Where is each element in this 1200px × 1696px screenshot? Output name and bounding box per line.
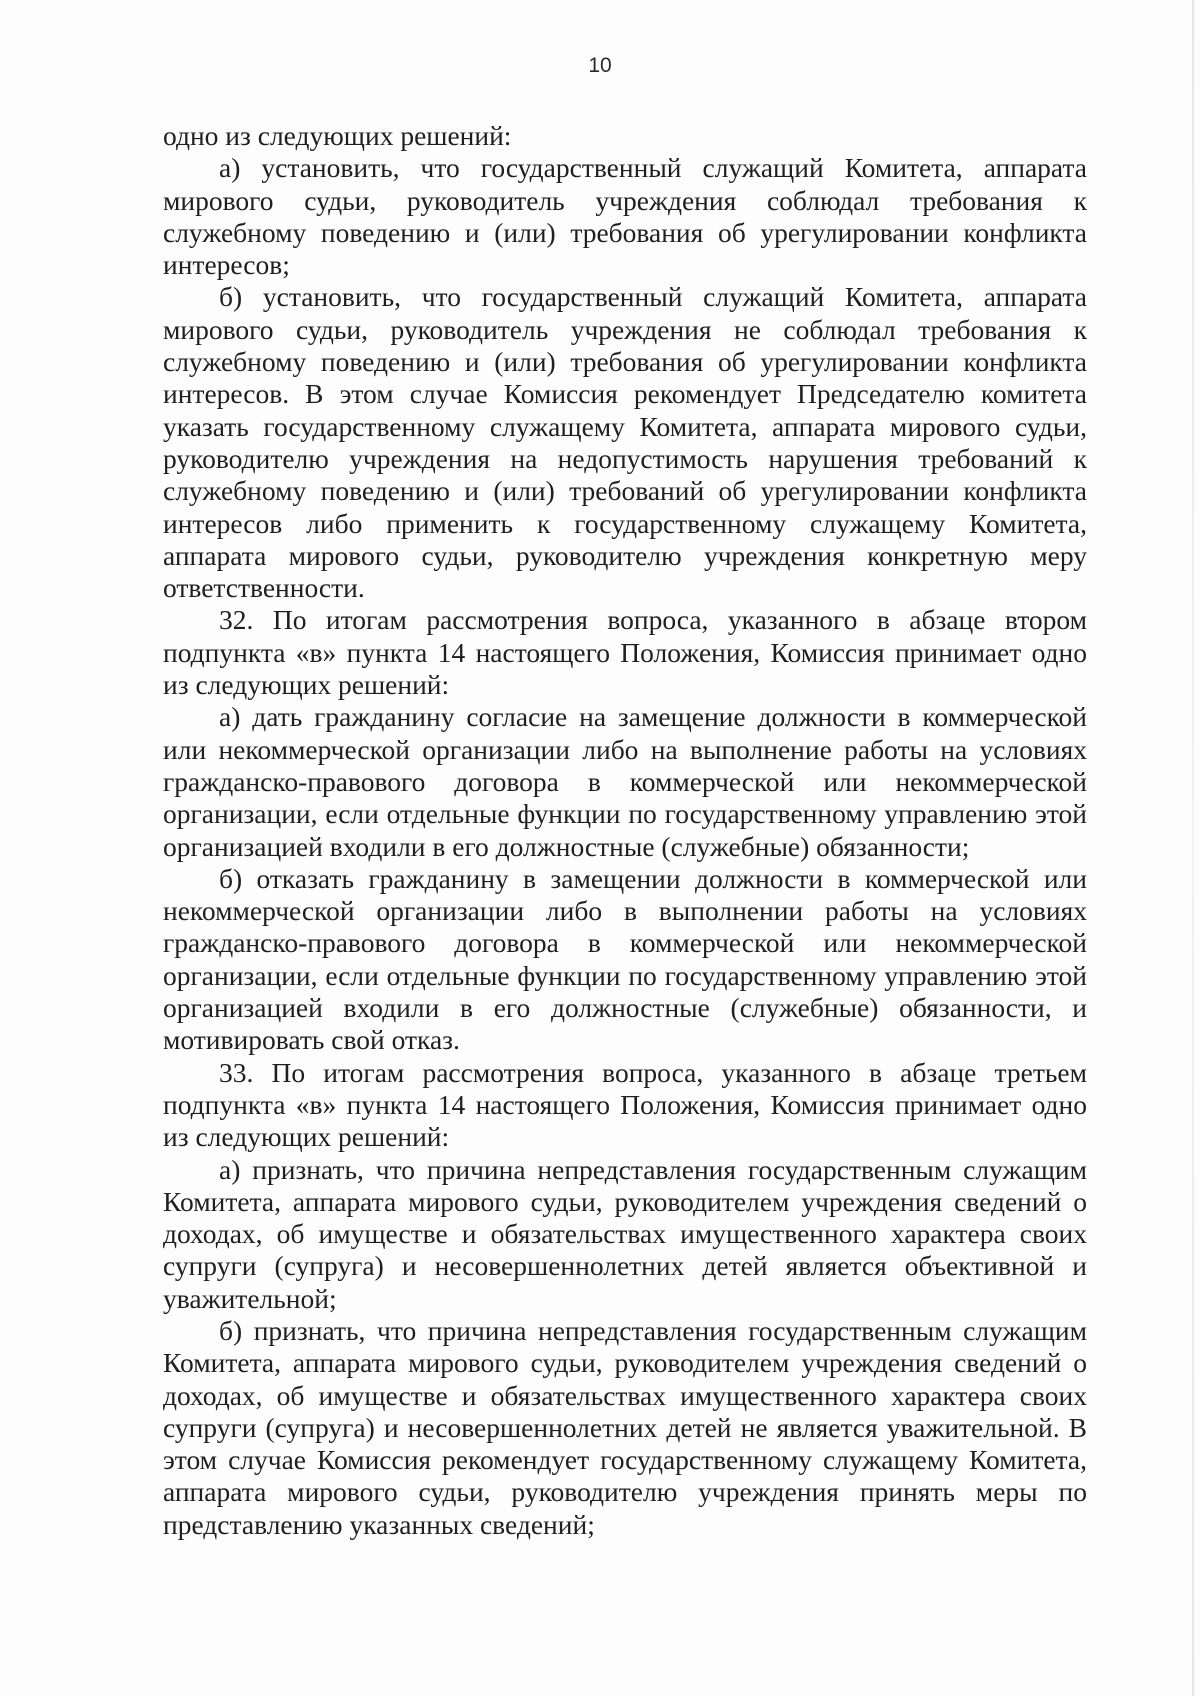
paragraph-33a: а) признать, что причина непредставления государственным служащим Комитета, аппарата мирового судьи, руководителем учреждения сведений о доходах, об имуществе и обязательствах имущественного характера своих супруги (супруга) и несовершеннолетних детей является объективной и уважительной; <box>163 1153 1087 1314</box>
paragraph-32b: б) отказать гражданину в замещении должности в коммерческой или некоммерческой организации либо в выполнении работы на условиях гражданско-правового договора в коммерческой или некоммерческой организации, если отдельные функции по государственному управлению этой организацией входили в его должностные (служебные) обязанности, и мотивировать свой отказ. <box>163 862 1087 1056</box>
paragraph-continuation: одно из следующих решений: <box>163 120 512 151</box>
paragraph-33: 33. По итогам рассмотрения вопроса, указанного в абзаце третьем подпункта «в» пункта 14 настоящего Положения, Комиссия принимает одно из следующих решений: <box>163 1056 1087 1153</box>
document-body <box>163 120 1087 1541</box>
paragraph-32: 32. По итогам рассмотрения вопроса, указанного в абзаце втором подпункта «в» пункта 14 настоящего Положения, Комиссия принимает одно из следующих решений: <box>163 604 1087 701</box>
page-number: 10 <box>588 54 612 77</box>
paragraph-31b: б) установить, что государственный служащий Комитета, аппарата мирового судьи, руководитель учреждения не соблюдал требования к служебному поведению и (или) требования об урегулировании конфликта интересов. В этом случае Комиссия рекомендует Председателю комитета указать государственному служащему Комитета, аппарата мирового судьи, руководителю учреждения на недопустимость нарушения требований к служебному поведению и (или) требований об урегулировании конфликта интересов либо применить к государственному служащему Комитета, аппарата мирового судьи, руководителю учреждения конкретную меру ответственности. <box>163 281 1087 604</box>
paragraph-31a: а) установить, что государственный служащий Комитета, аппарата мирового судьи, руководитель учреждения соблюдал требования к служебному поведению и (или) требования об урегулировании конфликта интересов; <box>163 152 1087 281</box>
paragraph-33b: б) признать, что причина непредставления государственным служащим Комитета, аппарата мирового судьи, руководителем учреждения сведений о доходах, об имуществе и обязательствах имущественного характера своих супруги (супруга) и несовершеннолетних детей не является уважительной. В этом случае Комиссия рекомендует государственному служащему Комитета, аппарата мирового судьи, руководителю учреждения принять меры по представлению указанных сведений; <box>163 1314 1087 1540</box>
paragraph-32a: а) дать гражданину согласие на замещение должности в коммерческой или некоммерческой организации либо на выполнение работы на условиях гражданско-правового договора в коммерческой или некоммерческой организации, если отдельные функции по государственному управлению этой организацией входили в его должностные (служебные) обязанности; <box>163 701 1087 862</box>
scan-edge-shadow <box>1192 0 1194 1696</box>
